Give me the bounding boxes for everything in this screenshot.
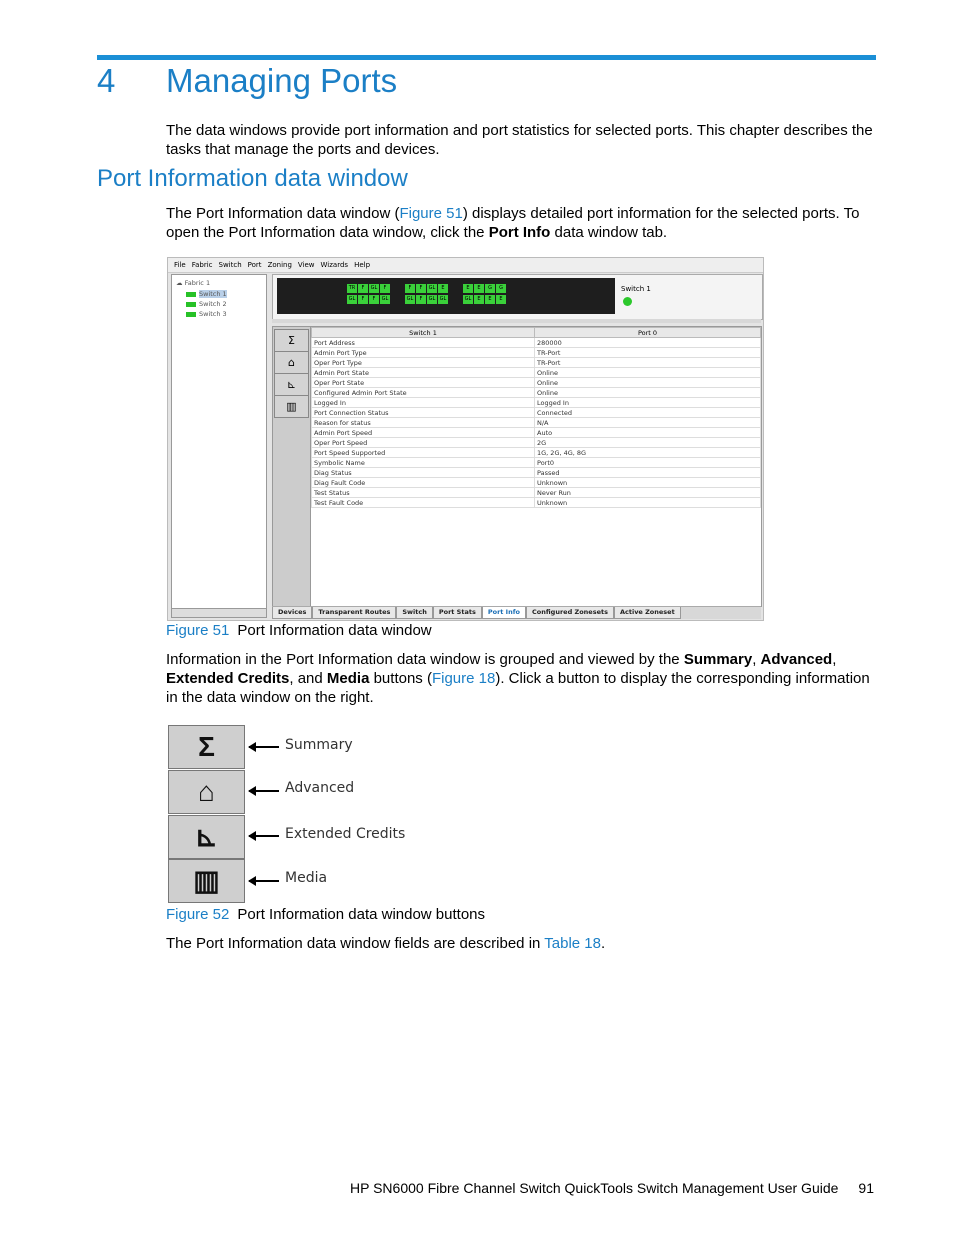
table-cell: 280000	[535, 338, 761, 348]
table-row[interactable]	[312, 488, 761, 498]
table-cell: Oper Port Type	[312, 358, 535, 368]
table-cell: Symbolic Name	[312, 458, 535, 468]
tree-item-switch-1[interactable]	[186, 290, 227, 298]
table-cell: N/A	[535, 418, 761, 428]
text: buttons (	[369, 670, 432, 687]
bold-text: Summary	[683, 651, 753, 668]
port-icon[interactable]: GL	[464, 296, 472, 302]
table-cell: Oper Port Speed	[312, 438, 535, 448]
chapter-rule	[97, 55, 876, 60]
table-row[interactable]	[312, 448, 761, 458]
tab[interactable]: Port Info	[482, 607, 526, 619]
tab[interactable]: Configured Zonesets	[526, 607, 614, 619]
port-info-table	[310, 326, 762, 607]
switch-faceplate	[272, 274, 763, 320]
figure-51-link[interactable]: Figure 51	[399, 205, 463, 222]
table-row[interactable]	[312, 348, 761, 358]
data-window-tabs	[272, 606, 761, 619]
switch-icon	[186, 302, 196, 307]
table-cell: Port Speed Supported	[312, 448, 535, 458]
table-cell: Unknown	[535, 498, 761, 508]
table-cell: Test Fault Code	[312, 498, 535, 508]
credits-icon: ⊾	[194, 821, 219, 852]
port-icon[interactable]: E	[438, 284, 448, 293]
media-icon: ▥	[193, 865, 220, 896]
port-icon[interactable]: F	[405, 284, 415, 293]
menu-item[interactable]: View	[297, 261, 315, 269]
table-row[interactable]	[312, 478, 761, 488]
tab[interactable]: Port Stats	[433, 607, 482, 619]
switch-icon	[186, 292, 196, 297]
paragraph-2	[166, 650, 874, 707]
text: ,	[752, 651, 761, 668]
tab[interactable]: Switch	[396, 607, 433, 619]
port-icon[interactable]: GL	[439, 296, 447, 302]
switch-chassis	[277, 278, 615, 314]
table-cell: Online	[535, 388, 761, 398]
advanced-label: Advanced	[285, 780, 355, 796]
info-button[interactable]: ⊾	[274, 373, 309, 396]
table-cell: Online	[535, 378, 761, 388]
arrow-icon	[249, 790, 279, 792]
port-icon[interactable]: E	[496, 295, 506, 304]
port-icon[interactable]: G	[496, 284, 506, 293]
table-cell: 1G, 2G, 4G, 8G	[535, 448, 761, 458]
page-footer	[350, 1180, 874, 1196]
page-number: 91	[858, 1180, 874, 1196]
text: Information in the Port Information data window is grouped and viewed by the	[166, 651, 684, 668]
media-label: Media	[285, 870, 328, 886]
table-cell: Configured Admin Port State	[312, 388, 535, 398]
table-cell: Unknown	[535, 478, 761, 488]
info-button[interactable]: ⌂	[274, 351, 309, 374]
menu-item[interactable]: Fabric	[191, 261, 213, 269]
bold-text: Media	[326, 670, 370, 687]
paragraph-1	[166, 204, 874, 242]
menu-item[interactable]: Switch	[218, 261, 242, 269]
port-icon[interactable]: GL	[370, 285, 378, 291]
tree-label: Switch 2	[199, 300, 227, 308]
arrow-icon	[249, 835, 279, 837]
port-icon[interactable]: TR	[348, 285, 356, 291]
menu-item[interactable]: Zoning	[267, 261, 292, 269]
section-title: Port Information data window	[97, 165, 408, 192]
text: The Port Information data window fields are described in	[166, 935, 545, 952]
column-header[interactable]: Switch 1	[312, 328, 535, 338]
port-icon[interactable]: E	[474, 284, 484, 293]
text: , and	[289, 670, 327, 687]
button-figure	[168, 725, 245, 903]
table-cell: TR-Port	[535, 358, 761, 368]
port-icon[interactable]: F	[416, 295, 426, 304]
table-cell: Port Address	[312, 338, 535, 348]
menu-bar	[168, 258, 763, 273]
graduation-cap-icon: ⌂	[198, 776, 215, 807]
table-cell: Diag Fault Code	[312, 478, 535, 488]
menu-item[interactable]: Port	[247, 261, 262, 269]
figure-52-caption	[166, 906, 485, 923]
menu-item[interactable]: Help	[354, 261, 371, 269]
port-icon[interactable]: F	[416, 284, 426, 293]
table-18-link[interactable]: Table 18	[544, 935, 601, 952]
table-cell: Port Connection Status	[312, 408, 535, 418]
table-row[interactable]	[312, 418, 761, 428]
caption-text: Port Information data window	[237, 622, 432, 639]
figure-18-link[interactable]: Figure 18	[431, 670, 496, 687]
table-cell: Diag Status	[312, 468, 535, 478]
table-cell: Logged In	[312, 398, 535, 408]
text: .	[600, 935, 606, 952]
figure-label: Figure 51	[166, 622, 230, 639]
text: data window tab.	[550, 224, 668, 241]
caption-text: Port Information data window buttons	[237, 906, 486, 923]
text: ). Click a button to display the corresponding information in the data window on the right.	[166, 670, 870, 706]
port-icon[interactable]: GL	[428, 296, 436, 302]
table-cell: Online	[535, 368, 761, 378]
intro-paragraph: The data windows provide port information and port statistics for selected ports. This chapter describes the tasks that manage the ports and devices.	[166, 122, 873, 158]
table-cell: Test Status	[312, 488, 535, 498]
chapter-heading	[97, 62, 397, 100]
table-row[interactable]	[312, 388, 761, 398]
sigma-icon: Σ	[198, 731, 215, 762]
tree-label: Fabric 1	[184, 279, 211, 287]
table-cell: Auto	[535, 428, 761, 438]
port-icon[interactable]: GL	[406, 296, 414, 302]
table-cell: Reason for status	[312, 418, 535, 428]
tree-item-fabric[interactable]: ☁ Fabric 1	[176, 279, 211, 287]
tab[interactable]: Devices	[272, 607, 312, 619]
table-row[interactable]	[312, 458, 761, 468]
table-row[interactable]	[312, 498, 761, 508]
port-icon[interactable]: E	[463, 284, 473, 293]
tab[interactable]: Active Zoneset	[614, 607, 681, 619]
column-header[interactable]: Port 0	[535, 328, 761, 338]
tree-label: Switch 1	[199, 290, 227, 298]
port-info-screenshot	[167, 257, 764, 621]
table-row[interactable]	[312, 358, 761, 368]
table-row[interactable]	[312, 398, 761, 408]
figure-label: Figure 52	[166, 906, 230, 923]
info-button[interactable]: Σ	[274, 329, 309, 352]
port-icon[interactable]: F	[380, 284, 390, 293]
figure-51-caption	[166, 622, 432, 639]
port-icon[interactable]: F	[358, 284, 368, 293]
bold-text: Advanced	[760, 651, 833, 668]
table-row[interactable]	[312, 438, 761, 448]
table-cell: Logged In	[535, 398, 761, 408]
tree-item-switch-3[interactable]	[186, 310, 227, 318]
menu-item[interactable]: File	[174, 261, 186, 269]
table-cell: TR-Port	[535, 348, 761, 358]
status-led-icon	[623, 297, 632, 306]
table-row[interactable]	[312, 368, 761, 378]
table-cell: Admin Port State	[312, 368, 535, 378]
tree-scrollbar[interactable]	[171, 608, 267, 618]
table-row[interactable]	[312, 428, 761, 438]
table-cell: Admin Port Speed	[312, 428, 535, 438]
arrow-icon	[249, 746, 279, 748]
tree-item-switch-2[interactable]	[186, 300, 227, 308]
extended-credits-label: Extended Credits	[285, 826, 406, 842]
port-icon[interactable]: E	[474, 295, 484, 304]
extended-credits-button[interactable]	[168, 815, 245, 859]
paragraph-3	[166, 934, 874, 953]
port-icon[interactable]: GL	[428, 285, 436, 291]
tree-label: Switch 3	[199, 310, 227, 318]
table-cell: Admin Port Type	[312, 348, 535, 358]
table-cell: Connected	[535, 408, 761, 418]
bold-text: Extended Credits	[166, 670, 290, 687]
table-row[interactable]	[312, 408, 761, 418]
footer-title: HP SN6000 Fibre Channel Switch QuickTools Switch Management User Guide	[350, 1180, 839, 1196]
port-icon[interactable]: F	[358, 295, 368, 304]
chapter-number: 4	[97, 62, 116, 99]
summary-label: Summary	[285, 737, 353, 753]
table-cell: Never Run	[535, 488, 761, 498]
table-cell: 2G	[535, 438, 761, 448]
port-icon[interactable]: E	[485, 295, 495, 304]
bold-text: Port Info	[488, 224, 551, 241]
tab[interactable]: Transparent Routes	[312, 607, 396, 619]
text: The Port Information data window (	[166, 205, 400, 222]
switch-icon	[186, 312, 196, 317]
table-cell: Passed	[535, 468, 761, 478]
fabric-tree	[171, 274, 267, 609]
table-cell: Port0	[535, 458, 761, 468]
arrow-icon	[249, 880, 279, 882]
chapter-title: Managing Ports	[166, 62, 398, 99]
text: ,	[832, 651, 837, 668]
table-cell: Oper Port State	[312, 378, 535, 388]
info-button[interactable]: ▥	[274, 395, 309, 418]
table-row[interactable]	[312, 378, 761, 388]
text: ) displays detailed port information for the selected ports. To open the Port Information data window, click the	[166, 205, 860, 241]
media-button[interactable]	[168, 859, 245, 903]
port-icon[interactable]: GL	[348, 296, 356, 302]
port-icon[interactable]: GL	[381, 296, 389, 302]
port-icon[interactable]: G	[485, 284, 495, 293]
port-icon[interactable]: F	[369, 295, 379, 304]
splitter[interactable]	[272, 319, 761, 323]
summary-button[interactable]	[168, 725, 245, 769]
advanced-button[interactable]	[168, 770, 245, 814]
table-row[interactable]	[312, 468, 761, 478]
menu-item[interactable]: Wizards	[320, 261, 349, 269]
info-button-column	[272, 326, 311, 607]
table-row[interactable]	[312, 338, 761, 348]
switch-label: Switch 1	[621, 285, 651, 293]
